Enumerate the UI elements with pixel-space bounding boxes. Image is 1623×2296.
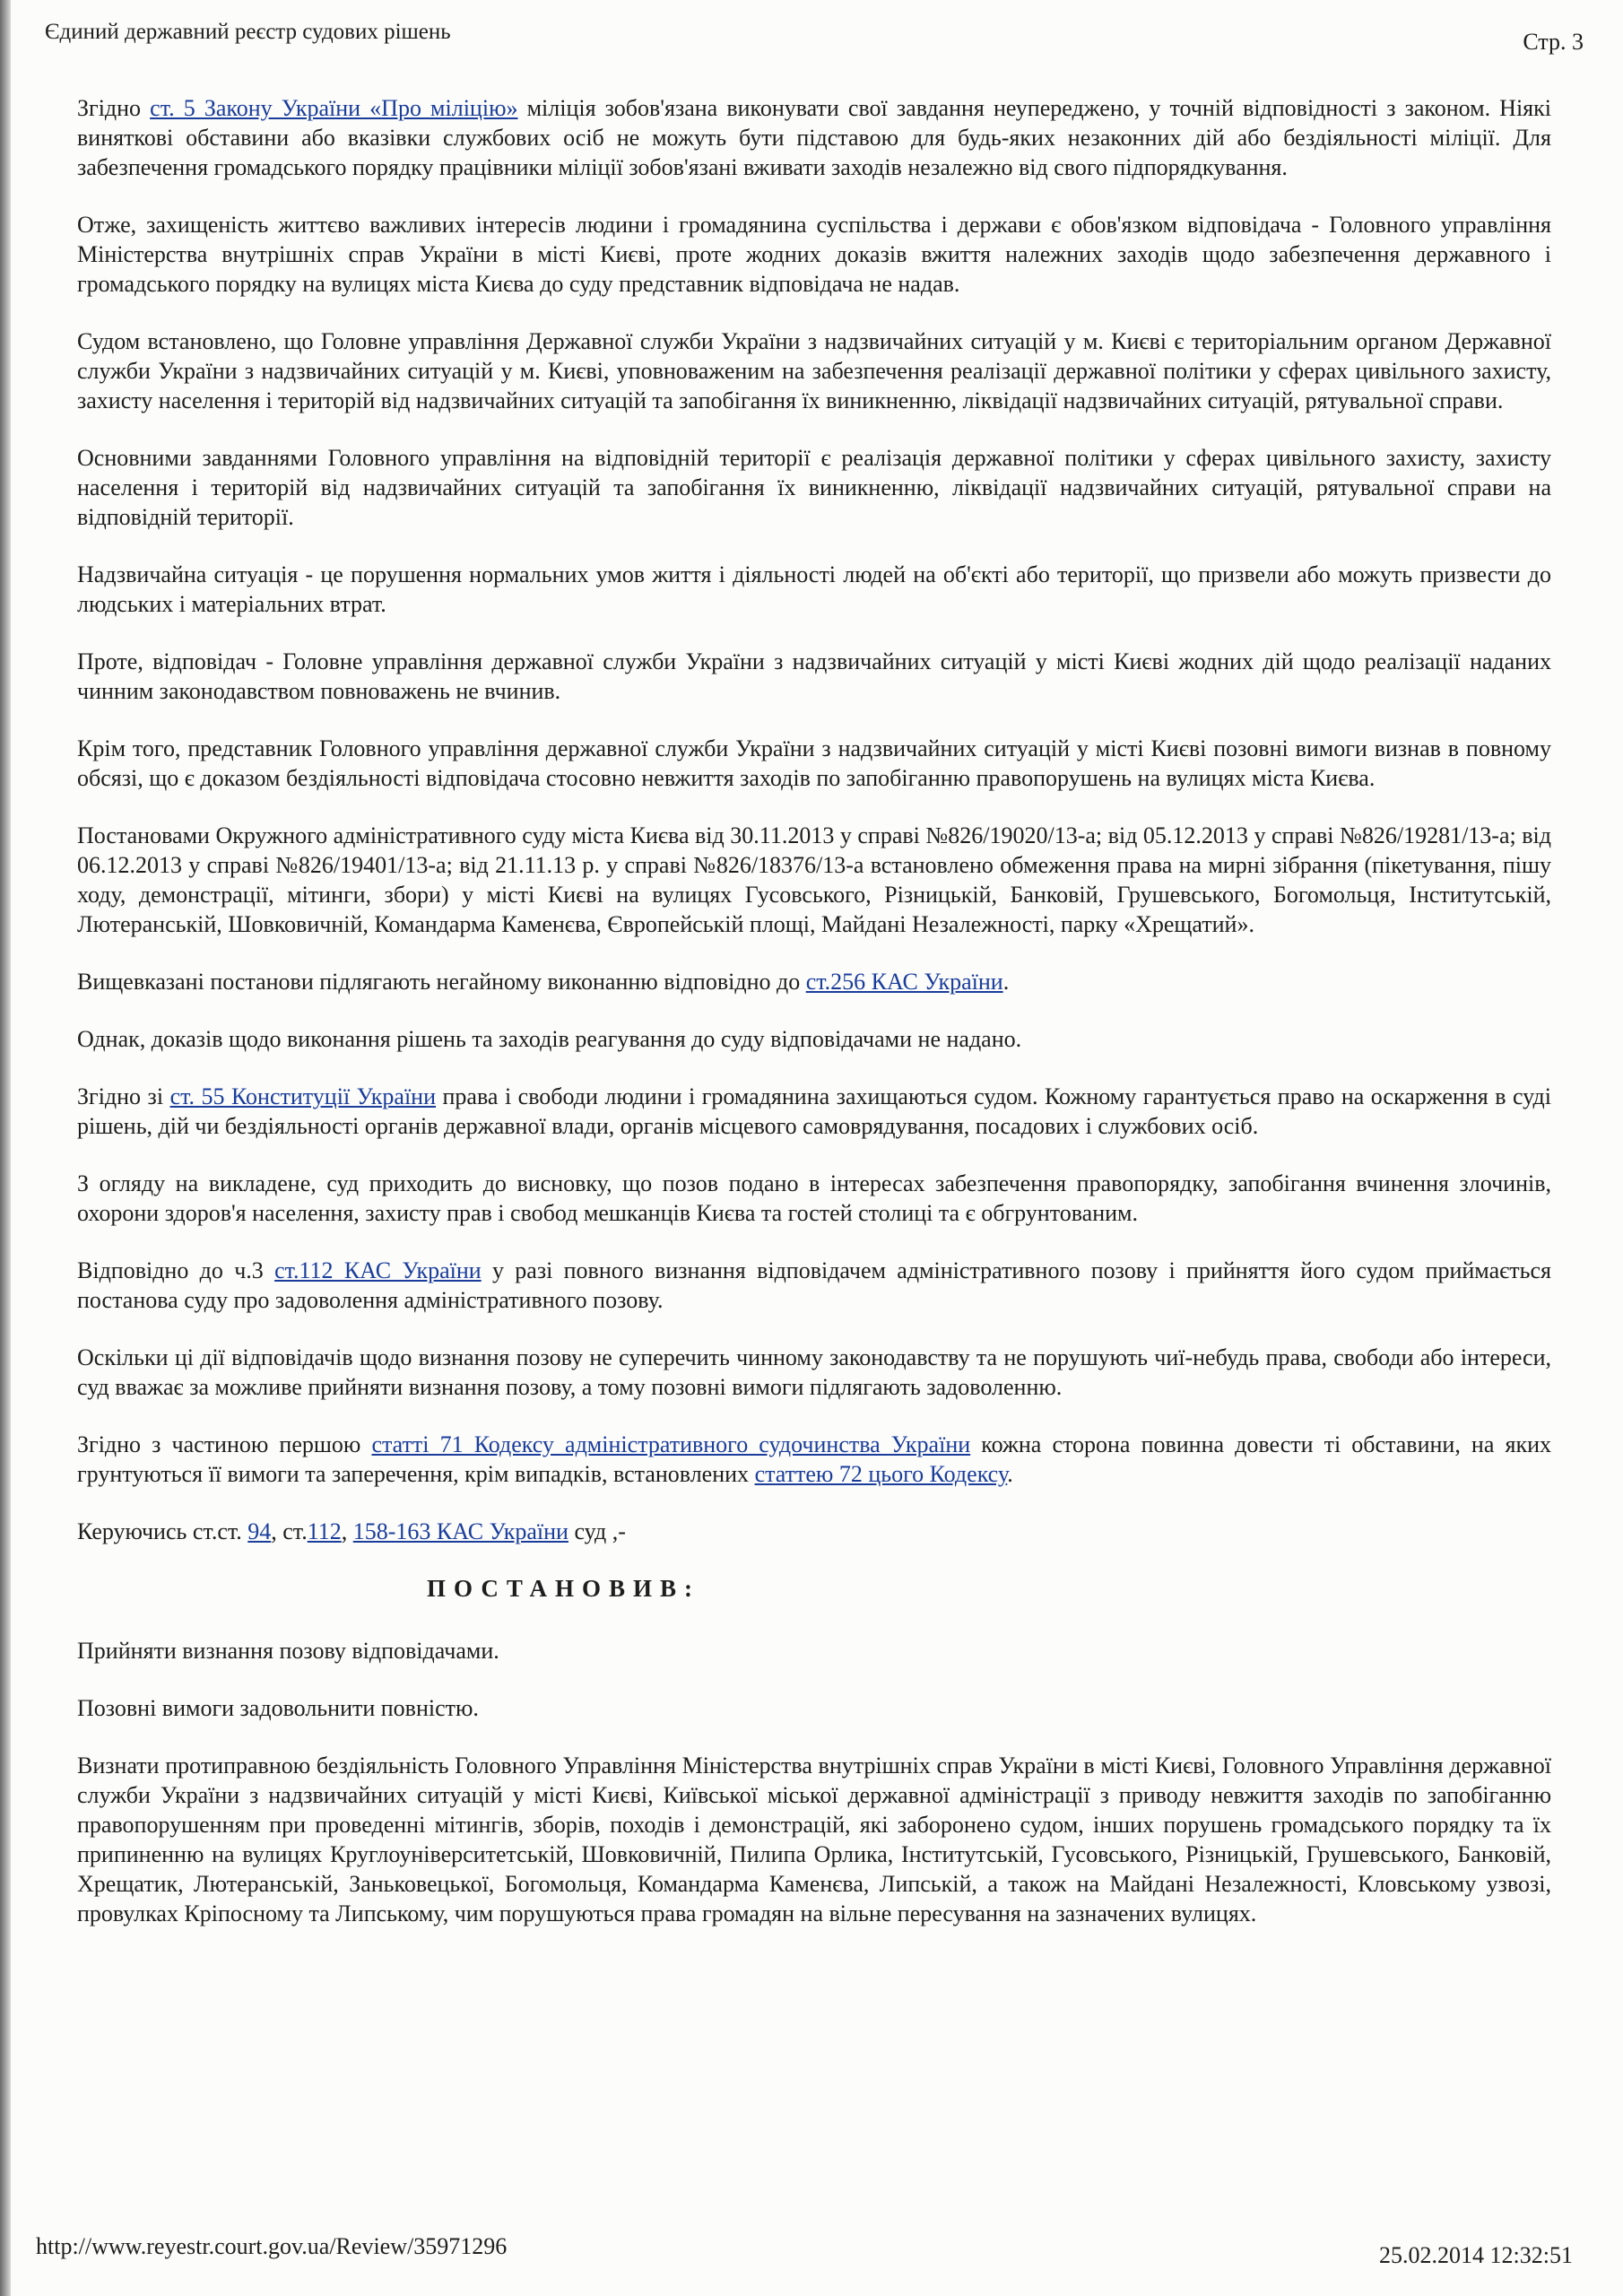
law-link[interactable]: ст.256 КАС України [805,969,1003,995]
law-link[interactable]: 94 [247,1518,272,1544]
paragraph: Основними завданнями Головного управління на відповідній території є реалізація державної політики у сферах цивільного захисту, захисту населення і територій від надзвичайних ситуацій та запобігання їх виникненню, ліквідації надзвичайних ситуацій, рятувальної справи на відповідній території. [77,445,1551,530]
paragraph [77,1082,1551,1141]
paragraph: Однак, доказів щодо виконання рішень та заходів реагування до суду відповідачами не надано. [77,1026,1022,1052]
paragraph: Надзвичайна ситуація - це порушення нормальних умов життя і діяльності людей на об'єкті або території, що призвели або можуть призвести до людських і матеріальних втрат. [77,561,1551,617]
law-link[interactable]: 158-163 КАС України [352,1518,568,1544]
paragraph: Крім того, представник Головного управління державної служби України з надзвичайних ситуацій у місті Києві позовні вимоги визнав в повному обсязі, що є доказом бездіяльності відповідача стосовно невжиття заходів по запобіганню правопорушень на вулицях міста Києва. [77,735,1551,791]
paragraph-text: у разі повного визнання відповідачем адміністративного позову і прийняття його судом приймається постанова суду про задоволення адміністративного позову. [77,1257,1552,1313]
document-body [77,93,1551,1956]
paragraph-text: . [1002,969,1010,995]
paragraph: Визнати протиправною бездіяльність Головного Управління Міністерства внутрішніх справ України в місті Києві, Головного Управління державної служби України з надзвичайних ситуацій у місті Києві, Київської міської державної адміністрації з приводу невжиття заходів по запобіганню правопорушенням при проведенні мітингів, зборів, походів і демонстрацій, які заборонено судом, інших порушень громадського порядку та їх припиненню на вулицях Круглоуніверситетській, Шовковичній, Пилипа Орлика, Інститутській, Гусовського, Різницькій, Грушевського, Банковій, Хрещатик, Лютеранській, Заньковецької, Богомольця, Командарма Каменєва, Липській, а також на Майдані Незалежності, Кловському узвозі, провулках Кріпосному та Липському, чим порушуються права громадян на вільне пересування на зазначених вулицях. [77,1752,1551,1926]
scan-edge [0,0,11,2296]
paragraph-text: Згідно з частиною першою [77,1431,372,1457]
law-link[interactable]: ст. 5 Закону України «Про міліцію» [150,95,518,121]
paragraph-text: права і свободи людини і громадянина захищаються судом. Кожному гарантується право на оскарження в суді рішень, дій чи бездіяльності органів державної влади, органів місцевого самоврядування, посадових і службових осіб. [77,1083,1551,1139]
page-number: Стр. 3 [1523,29,1584,55]
paragraph-text: міліція зобов'язана виконувати свої завдання неупереджено, у точній відповідності з законом. Ніякі виняткові обставини або вказівки службових осіб не можуть бути підставою для будь-яких незаконних дій або бездіяльності міліції. Для забезпечення громадського порядку працівники міліції зобов'язані вживати заходів незалежно від свого підпорядкування. [77,95,1551,180]
paragraph-text: кожна сторона повинна довести ті обставини, на яких грунтуються її вимоги та заперечення, крім випадків, встановлених [77,1431,1551,1487]
paragraph: Оскільки ці дії відповідачів щодо визнання позову не суперечить чинному законодавству та не порушують чиї-небудь права, свободи або інтереси, суд вважає за можливе прийняти визнання позову, а тому позовні вимоги підлягають задоволенню. [77,1344,1551,1400]
paragraph: Постановами Окружного адміністративного суду міста Києва від 30.11.2013 у справі №826/19020/13-а; від 05.12.2013 у справі №826/19281/13-а; від 06.12.2013 у справі №826/19401/13-а; від 21.11.13 р. у справі №826/18376/13-а встановлено обмеження права на мирні зібрання (пікетування, пішу ходу, демонстрації, мітинги, збори) у місті Києві на вулицях Гусовського, Різницькій, Банковій, Грушевського, Богомольця, Інститутській, Лютеранській, Шовковичній, Командарма Каменєва, Європейській площі, Майдані Незалежності, парку «Хрещатий». [77,822,1551,937]
paragraph-text: Згідно зі [77,1083,170,1109]
ruling-heading: ПОСТАНОВИВ: [427,1575,701,1602]
paragraph-text: Керуючись ст.ст. [77,1518,248,1544]
paragraph-text: Згідно [77,95,151,121]
law-link[interactable]: ст. 55 Конституції України [169,1083,437,1109]
paragraph [77,1430,1551,1489]
paragraph-text: . [1007,1461,1013,1487]
paragraph [77,93,1551,182]
paragraph: Прийняти визнання позову відповідачами. [77,1638,499,1664]
paragraph: Проте, відповідач - Головне управління державної служби України з надзвичайних ситуацій у місті Києві жодних дій щодо реалізації наданих чинним законодавством повноважень не вчинив. [77,648,1551,704]
paragraph-text: , ст. [271,1518,308,1544]
law-link[interactable]: статтею 72 цього Кодексу [754,1461,1008,1487]
law-link[interactable]: ст.112 КАС України [274,1257,482,1283]
paragraph-text: Відповідно до ч.3 [77,1257,275,1283]
paragraph [77,1517,1551,1546]
paragraph: Судом встановлено, що Головне управління Державної служби України з надзвичайних ситуацій у м. Києві є територіальним органом Державної служби України з надзвичайних ситуацій у м. Києві, уповноваженим на забезпечення реалізації державної політики у сферах цивільного захисту, захисту населення і територій від надзвичайних ситуацій та запобігання їх виникненню, ліквідації надзвичайних ситуацій, рятувальної справи. [77,328,1551,413]
footer-datetime: 25.02.2014 12:32:51 [1379,2242,1573,2268]
paragraph [77,967,1551,996]
law-link[interactable]: статті 71 Кодексу адміністративного судочинства України [371,1431,971,1457]
paragraph: Отже, захищеність життєво важливих інтересів людини і громадянина суспільства і держави є обов'язком відповідача - Головного управління Міністерства внутрішніх справ України в місті Києві, проте жодних доказів вжиття належних заходів щодо забезпечення державного і громадського порядку на вулицях міста Києва до суду представник відповідача не надав. [77,212,1551,297]
law-link[interactable]: 112 [307,1518,342,1544]
paragraph [77,1256,1551,1315]
registry-title: Єдиний державний реєстр судових рішень [45,20,451,44]
paragraph: Позовні вимоги задовольнити повністю. [77,1695,479,1721]
paragraph-text: суд ,- [568,1518,626,1544]
paragraph-text: Вищевказані постанови підлягають негайному виконанню відповідно до [77,969,806,995]
paragraph-text: , [341,1518,353,1544]
footer-url: http://www.reyestr.court.gov.ua/Review/35971296 [36,2233,508,2259]
paragraph: З огляду на викладене, суд приходить до висновку, що позов подано в інтересах забезпечення правопорядку, запобігання вчинення злочинів, охорони здоров'я населення, захисту прав і свобод мешканців Києва та гостей столиці та є обгрунтованим. [77,1170,1551,1226]
